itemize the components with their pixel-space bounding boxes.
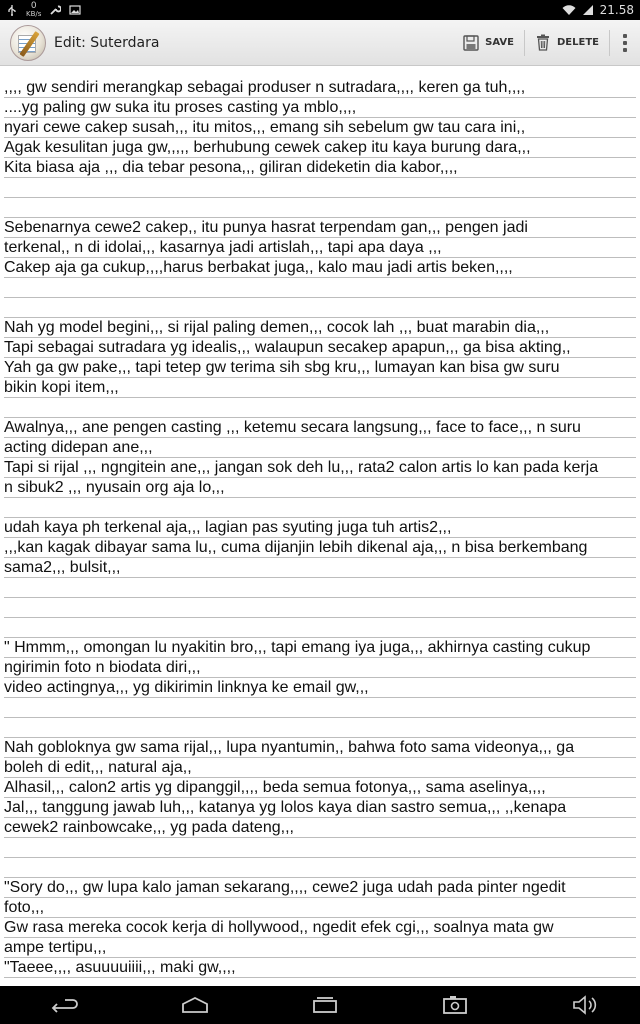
overflow-menu-icon[interactable] xyxy=(610,34,640,52)
text-line[interactable] xyxy=(4,178,636,198)
image-icon xyxy=(69,4,81,16)
page-title: Edit: Suterdara xyxy=(54,34,160,51)
text-line[interactable] xyxy=(4,838,636,858)
text-line[interactable]: Jal,,, tanggung jawab luh,,, katanya yg lolos kaya dian sastro semua,,, ,,kenapa xyxy=(4,798,636,818)
wifi-icon xyxy=(562,4,576,16)
recent-apps-icon[interactable] xyxy=(310,994,340,1016)
text-line[interactable]: Tapi sebagai sutradara yg idealis,,, walaupun secakep apapun,,, ga bisa akting,, xyxy=(4,338,636,358)
text-line[interactable]: Tapi si rijal ,,, ngngitein ane,,, jangan sok deh lu,,, rata2 calon artis lo kan pada kerja xyxy=(4,458,636,478)
text-line[interactable]: nyari cewe cakep susah,,, itu mitos,,, emang sih sebelum gw tau cara ini,, xyxy=(4,118,636,138)
text-line[interactable]: "Sory do,,, gw lupa kalo jaman sekarang,,,, cewe2 juga udah pada pinter ngedit xyxy=(4,878,636,898)
text-line[interactable]: foto,,, xyxy=(4,898,636,918)
text-line[interactable] xyxy=(4,858,636,878)
net-speed-indicator xyxy=(26,2,41,18)
text-line[interactable]: bikin kopi item,,, xyxy=(4,378,636,398)
text-line[interactable] xyxy=(4,198,636,218)
home-icon[interactable] xyxy=(180,994,210,1016)
app-notepad-icon[interactable] xyxy=(10,25,46,61)
note-editor[interactable] xyxy=(0,66,640,986)
text-line[interactable]: Cakep aja ga cukup,,,,harus berbakat juga,, kalo mau jadi artis beken,,,, xyxy=(4,258,636,278)
text-line[interactable] xyxy=(4,398,636,418)
screenshot-icon[interactable] xyxy=(440,994,470,1016)
text-line[interactable]: Gw rasa mereka cocok kerja di hollywood,, ngedit efek cgi,,, soalnya mata gw xyxy=(4,918,636,938)
save-button[interactable] xyxy=(453,20,524,65)
text-line[interactable]: Sebenarnya cewe2 cakep,, itu punya hasrat terpendam gan,,, pengen jadi xyxy=(4,218,636,238)
text-line[interactable]: n sibuk2 ,,, nyusain org aja lo,,, xyxy=(4,478,636,498)
text-line[interactable]: ,,,kan kagak dibayar sama lu,, cuma dijanjin lebih dikenal aja,,, n bisa berkembang xyxy=(4,538,636,558)
action-buttons xyxy=(453,20,640,65)
text-line[interactable] xyxy=(4,298,636,318)
text-line[interactable]: " Hmmm,,, omongan lu nyakitin bro,,, tapi emang iya juga,,, akhirnya casting cukup xyxy=(4,638,636,658)
status-bar xyxy=(0,0,640,20)
text-line[interactable]: udah kaya ph terkenal aja,,, lagian pas syuting juga tuh artis2,,, xyxy=(4,518,636,538)
text-line[interactable] xyxy=(4,718,636,738)
text-line[interactable]: terkenal,, n di idolai,,, kasarnya jadi artislah,,, tapi apa daya ,,, xyxy=(4,238,636,258)
note-text-area[interactable] xyxy=(4,78,636,986)
text-line[interactable]: cewek2 rainbowcake,,, yg pada dateng,,, xyxy=(4,818,636,838)
text-line[interactable]: Kita biasa aja ,,, dia tebar pesona,,, giliran dideketin dia kabor,,,, xyxy=(4,158,636,178)
volume-icon[interactable] xyxy=(570,994,600,1016)
clock: 21.58 xyxy=(599,3,634,17)
text-line[interactable] xyxy=(4,698,636,718)
text-line[interactable] xyxy=(4,598,636,618)
text-line[interactable] xyxy=(4,498,636,518)
text-line[interactable]: ....yg paling gw suka itu proses casting ya mblo,,,, xyxy=(4,98,636,118)
text-line[interactable]: Alhasil,,, calon2 artis yg dipanggil,,,, beda semua fotonya,,, sama aselinya,,,, xyxy=(4,778,636,798)
text-line[interactable]: ngirimin foto n biodata diri,,, xyxy=(4,658,636,678)
navigation-bar xyxy=(0,986,640,1024)
text-line[interactable] xyxy=(4,578,636,598)
text-line[interactable] xyxy=(4,278,636,298)
text-line[interactable]: ,,,, gw sendiri merangkap sebagai produser n sutradara,,,, keren ga tuh,,,, xyxy=(4,78,636,98)
text-line[interactable]: video actingnya,,, yg dikirimin linknya ke email gw,,, xyxy=(4,678,636,698)
net-speed-value: 0 xyxy=(30,1,37,11)
back-icon[interactable] xyxy=(50,994,80,1016)
save-label: SAVE xyxy=(485,37,514,48)
text-line[interactable]: acting didepan ane,,, xyxy=(4,438,636,458)
floppy-disk-icon xyxy=(463,35,479,51)
text-line[interactable]: "Taeee,,,, asuuuuiiii,,, maki gw,,,, xyxy=(4,958,636,978)
text-line[interactable]: Nah yg model begini,,, si rijal paling demen,,, cocok lah ,,, buat marabin dia,,, xyxy=(4,318,636,338)
text-line[interactable]: ampe tertipu,,, xyxy=(4,938,636,958)
text-line[interactable]: sama2,,, bulsit,,, xyxy=(4,558,636,578)
text-line[interactable]: Awalnya,,, ane pengen casting ,,, ketemu secara langsung,,, face to face,,, n suru xyxy=(4,418,636,438)
trash-icon xyxy=(535,34,551,51)
delete-button[interactable] xyxy=(525,20,609,65)
text-line[interactable] xyxy=(4,618,636,638)
text-line[interactable]: Nah gobloknya gw sama rijal,,, lupa nyantumin,, bahwa foto sama videonya,,, ga xyxy=(4,738,636,758)
delete-label: DELETE xyxy=(557,37,599,48)
signal-icon xyxy=(582,4,594,16)
action-bar xyxy=(0,20,640,66)
usb-icon xyxy=(6,4,18,16)
text-line[interactable]: Yah ga gw pake,,, tapi tetep gw terima sih sbg kru,,, lumayan kan bisa gw suru xyxy=(4,358,636,378)
text-line[interactable] xyxy=(4,978,636,986)
text-line[interactable]: Agak kesulitan juga gw,,,,, berhubung cewek cakep itu kaya burung dara,,, xyxy=(4,138,636,158)
net-speed-unit: KB/s xyxy=(26,10,42,18)
settings-wrench-icon xyxy=(49,4,61,16)
text-line[interactable]: boleh di edit,,, natural aja,, xyxy=(4,758,636,778)
